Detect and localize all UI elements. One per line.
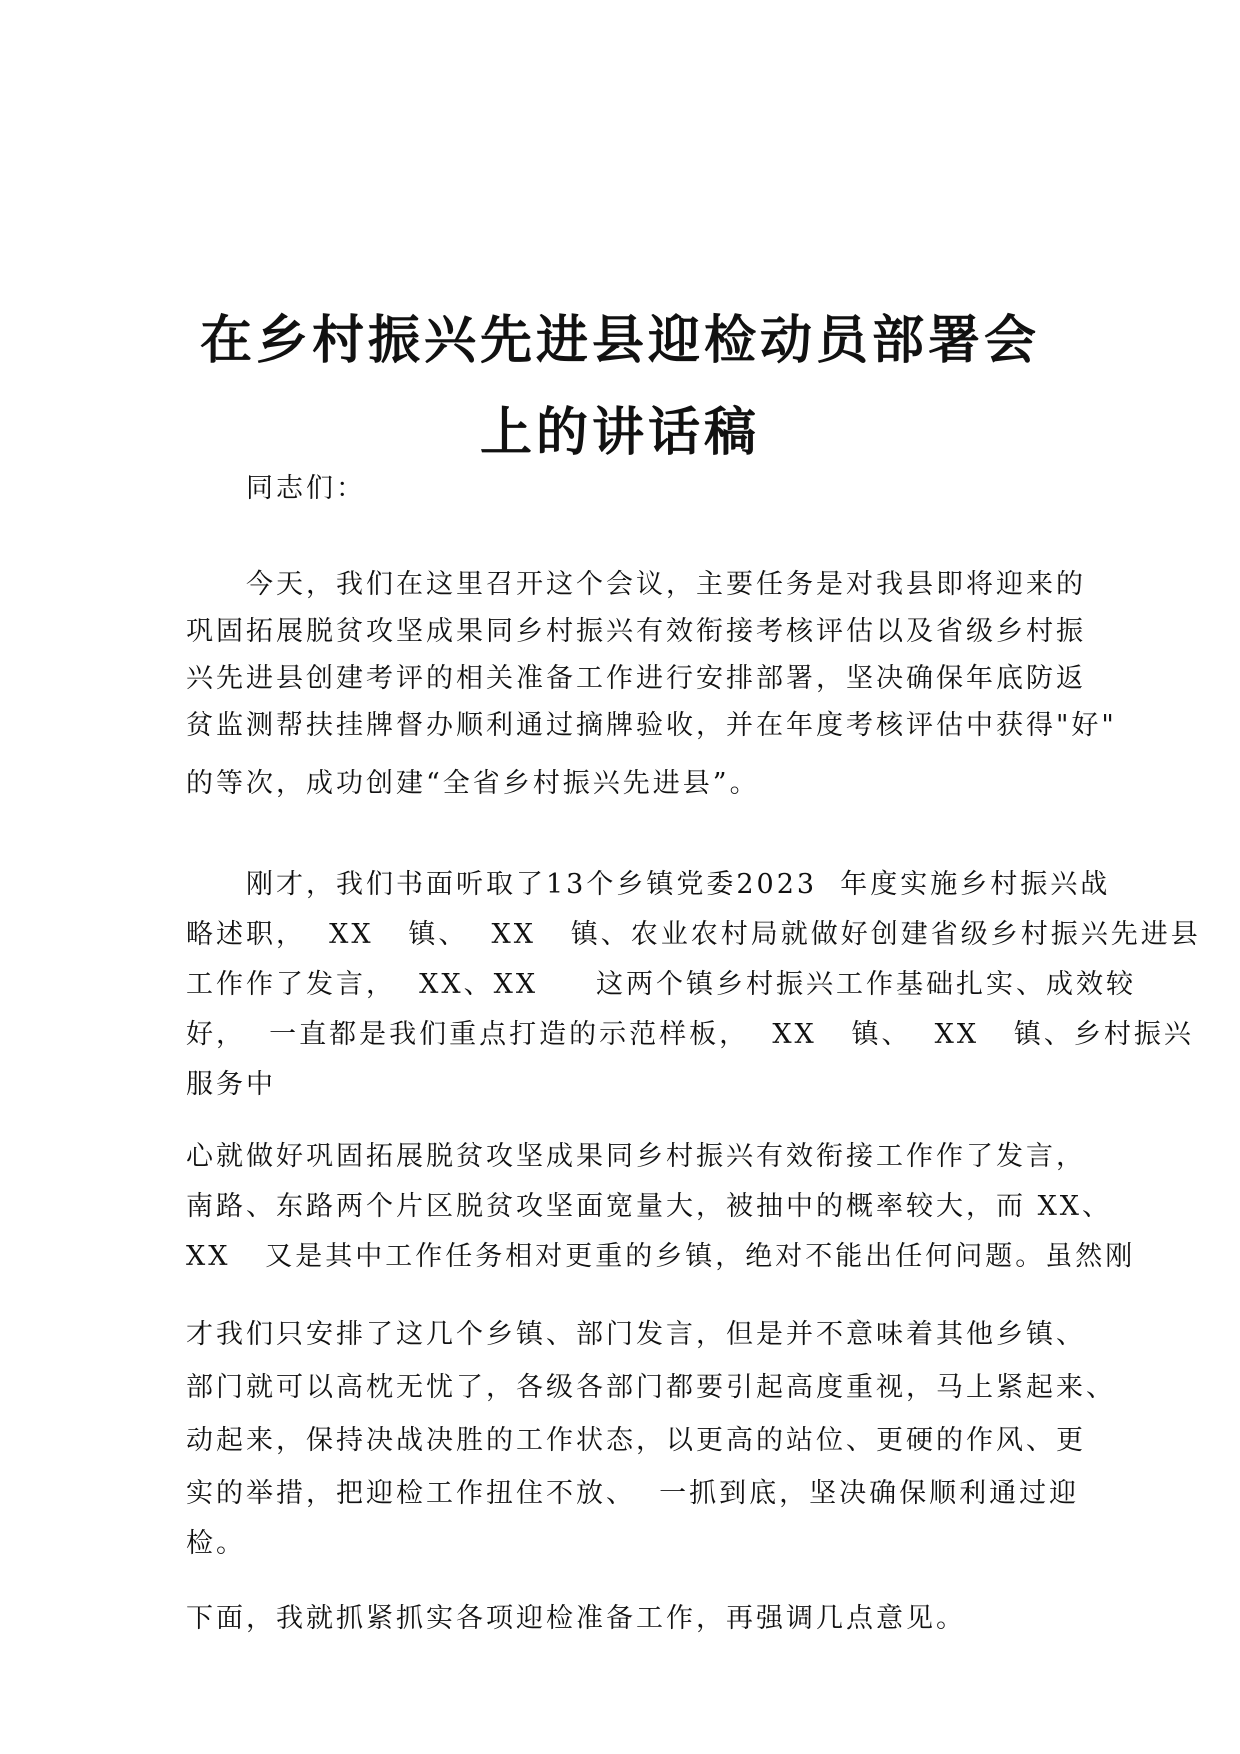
text-line: 略述职， XX 镇、 XX 镇、农业农村局就做好创建省级乡村振兴先进县 — [186, 919, 1201, 950]
text-line: 心就做好巩固拓展脱贫攻坚成果同乡村振兴有效衔接工作作了发言， — [186, 1141, 1086, 1172]
text-line: 工作作了发言， XX、XX 这两个镇乡村振兴工作基础扎实、成效较 — [186, 969, 1136, 1000]
text-line: 动起来，保持决战决胜的工作状态，以更高的站位、更硬的作风、更 — [186, 1425, 1086, 1456]
text-line: 巩固拓展脱贫攻坚成果同乡村振兴有效衔接考核评估以及省级乡村振 — [186, 616, 1086, 647]
text-line: 下面，我就抓紧抓实各项迎检准备工作，再强调几点意见。 — [186, 1603, 966, 1634]
text-line: 部门就可以高枕无忧了，各级各部门都要引起高度重视，马上紧起来、 — [186, 1372, 1116, 1403]
document-title-line-2: 上的讲话稿 — [479, 403, 760, 463]
text-line: 兴先进县创建考评的相关准备工作进行安排部署，坚决确保年底防返 — [186, 663, 1086, 694]
text-line: 检。 — [186, 1528, 246, 1559]
text-line: 今天，我们在这里召开这个会议，主要任务是对我县即将迎来的 — [246, 569, 1086, 600]
text-line: 贫监测帮扶挂牌督办顺利通过摘牌验收，并在年度考核评估中获得"好" — [186, 710, 1117, 741]
salutation: 同志们： — [246, 473, 366, 504]
document-title-line-1: 在乡村振兴先进县迎检动员部署会 — [199, 311, 1040, 371]
text-line: 服务中 — [186, 1069, 276, 1100]
text-line: 刚才，我们书面听取了13个乡镇党委2023 年度实施乡村振兴战 — [246, 869, 1111, 900]
text-line: XX 又是其中工作任务相对更重的乡镇，绝对不能出任何问题。虽然刚 — [186, 1241, 1136, 1272]
text-line: 才我们只安排了这几个乡镇、部门发言，但是并不意味着其他乡镇、 — [186, 1319, 1086, 1350]
text-line: 的等次，成功创建“全省乡村振兴先进县”。 — [186, 768, 760, 799]
text-line: 实的举措，把迎检工作扭住不放、 一抓到底，坚决确保顺利通过迎 — [186, 1478, 1080, 1509]
text-line: 好， 一直都是我们重点打造的示范样板， XX 镇、 XX 镇、乡村振兴 — [186, 1019, 1194, 1050]
text-line: 南路、东路两个片区脱贫攻坚面宽量大，被抽中的概率较大，而 XX、 — [186, 1191, 1113, 1222]
